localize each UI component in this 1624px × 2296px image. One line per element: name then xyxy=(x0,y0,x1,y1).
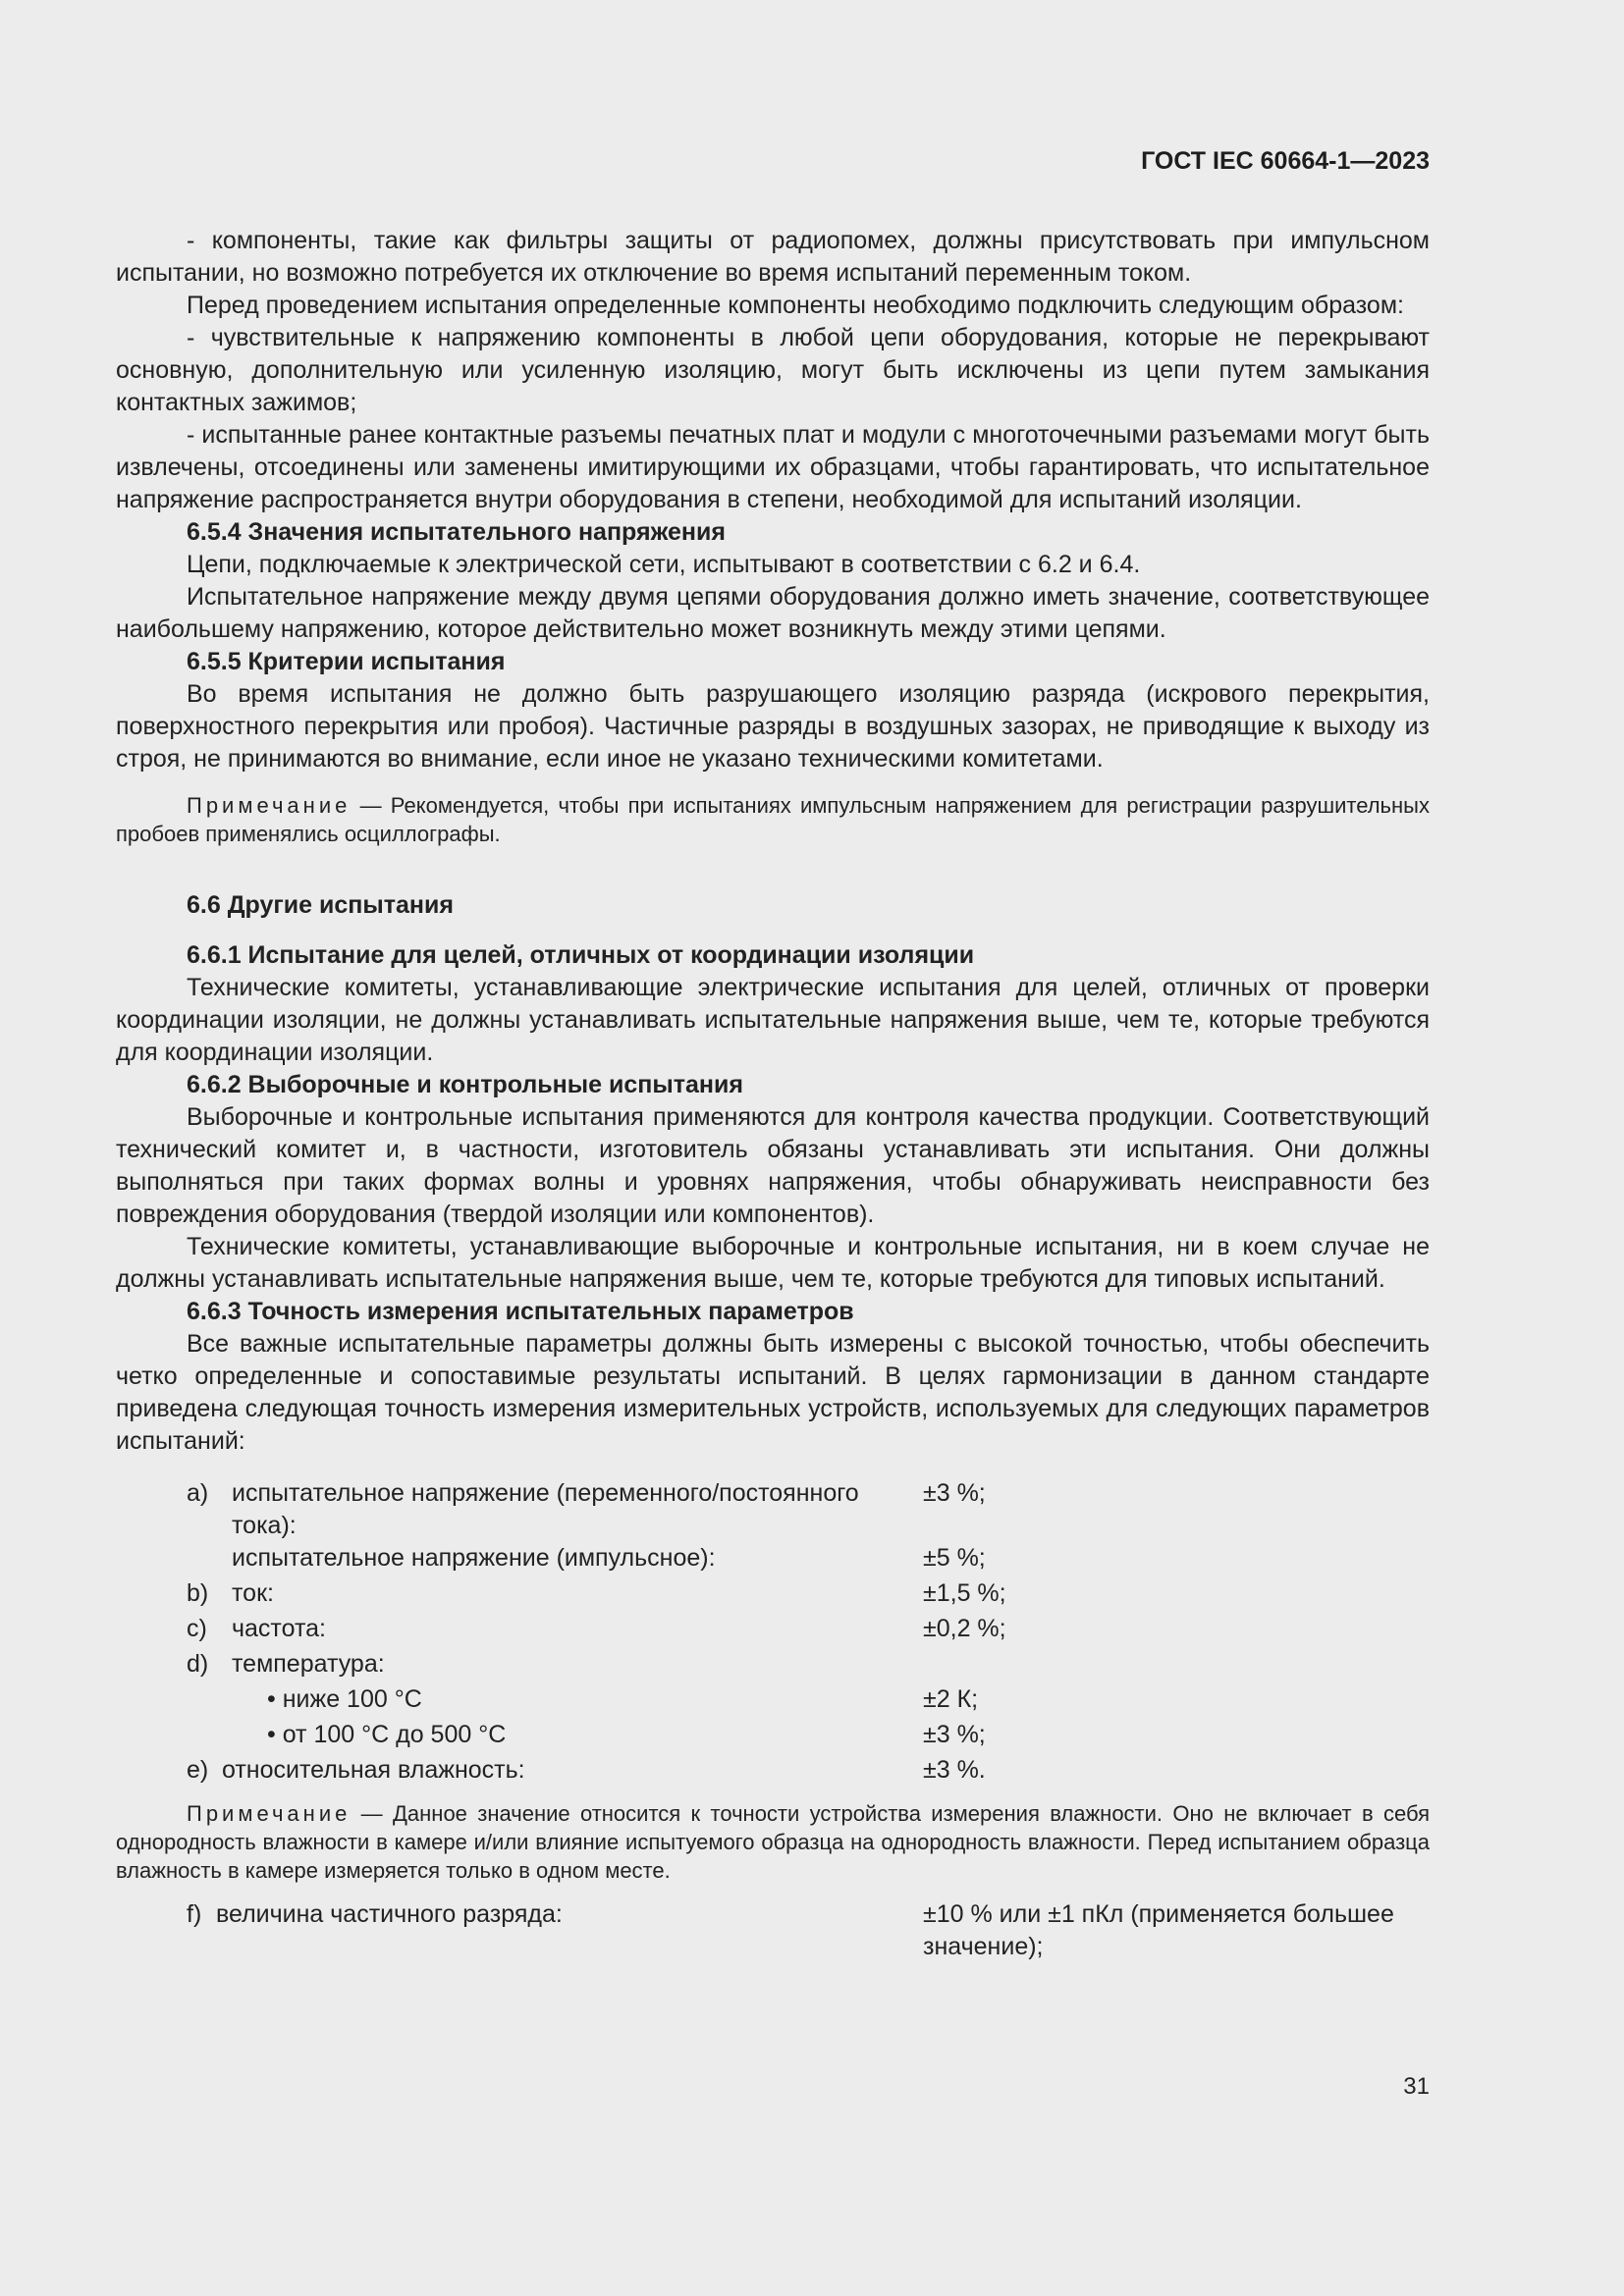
section-heading-6-5-4: 6.5.4 Значения испытательного напряжения xyxy=(187,518,726,546)
list-label: f) xyxy=(187,1900,202,1928)
list-value: ±3 %; xyxy=(923,1479,986,1507)
paragraph-6-5-4-a: Цепи, подключаемые к электрической сети, испытывают в соответствии с 6.2 и 6.4. xyxy=(187,551,1141,578)
list-item xyxy=(116,1577,1430,1613)
list-text: относительная влажность: xyxy=(222,1756,525,1784)
list-text: • ниже 100 °С xyxy=(267,1685,422,1713)
note-text: — Данное значение относится к точности устройства измерения влажности. Оно не включает в себя однородность влажности в камере и/или влияние испытуемого образца на однородность влажности. Перед испытанием образца влажность в камере измеряется только в одном месте. xyxy=(116,1801,1430,1883)
list-text: температура: xyxy=(232,1650,385,1678)
note-label: Примечание xyxy=(187,1801,352,1826)
section-heading-6-6-2: 6.6.2 Выборочные и контрольные испытания xyxy=(187,1071,743,1098)
list-item xyxy=(116,1613,1430,1648)
list-value: ±0,2 %; xyxy=(923,1615,1006,1642)
list-value: ±2 К; xyxy=(923,1685,979,1713)
paragraph-6-6-1: Технические комитеты, устанавливающие электрические испытания для целей, отличных от проверки координации изоляции, не должны устанавливать испытательные напряжения выше, чем те, которые требуются для координации изоляции. xyxy=(116,974,1430,1066)
list-text: испытательное напряжение (импульсное): xyxy=(232,1544,716,1572)
list-label: e) xyxy=(187,1756,209,1784)
paragraph-sensitive-components: - чувствительные к напряжению компоненты в любой цепи оборудования, которые не перекрывают основную, дополнительную или усиленную изоляцию, могут быть исключены из цепи путем замыкания контактных зажимов; xyxy=(116,324,1430,416)
list-value: ±1,5 %; xyxy=(923,1579,1006,1607)
paragraph-components: - компоненты, такие как фильтры защиты от радиопомех, должны присутствовать при импульсном испытании, но возможно потребуется их отключение во время испытаний переменным током. xyxy=(116,227,1430,287)
list-label: d) xyxy=(187,1650,209,1678)
list-value: ±5 %; xyxy=(923,1544,986,1572)
paragraph-6-6-3: Все важные испытательные параметры должны быть измерены с высокой точностью, чтобы обеспечить четко определенные и сопоставимые результаты испытаний. В целях гармонизации в данном стандарте приведена следующая точность измерения измерительных устройств, используемых для следующих параметров испытаний: xyxy=(116,1330,1430,1455)
note-label: Примечание xyxy=(187,793,352,818)
list-item xyxy=(116,1898,1430,1963)
list-item xyxy=(116,1542,1430,1577)
list-label: c) xyxy=(187,1615,207,1642)
list-value: ±3 %. xyxy=(923,1756,986,1784)
list-item xyxy=(116,1754,1430,1789)
section-heading-6-6-3: 6.6.3 Точность измерения испытательных параметров xyxy=(187,1298,854,1325)
list-value: ±3 %; xyxy=(923,1721,986,1748)
paragraph-6-6-2-b: Технические комитеты, устанавливающие выборочные и контрольные испытания, ни в коем случае не должны устанавливать испытательные напряжения выше, чем те, которые требуются для типовых испытаний. xyxy=(116,1233,1430,1293)
note-oscillographs xyxy=(116,791,1430,848)
paragraph-6-5-5: Во время испытания не должно быть разрушающего изоляцию разряда (искрового перекрытия, поверхностного перекрытия или пробоя). Частичные разряды в воздушных зазорах, не приводящие к выходу из строя, не принимаются во внимание, если иное не указано техническими комитетами. xyxy=(116,680,1430,773)
list-text: частота: xyxy=(232,1615,326,1642)
list-text: величина частичного разряда: xyxy=(216,1900,563,1928)
note-text: — Рекомендуется, чтобы при испытаниях импульсным напряжением для регистрации разрушительных пробоев применялись осциллографы. xyxy=(116,793,1430,846)
paragraph-6-6-2-a: Выборочные и контрольные испытания применяются для контроля качества продукции. Соответствующий технический комитет и, в частности, изготовитель обязаны устанавливать эти испытания. Они должны выполняться при таких формах волны и уровнях напряжения, чтобы обнаруживать неисправности без повреждения оборудования (твердой изоляции или компонентов). xyxy=(116,1103,1430,1228)
list-label: a) xyxy=(187,1479,209,1507)
list-value: ±10 % или ±1 пКл (применяется большее значение); xyxy=(923,1900,1394,1960)
paragraph-6-5-4-b: Испытательное напряжение между двумя цепями оборудования должно иметь значение, соответствующее наибольшему напряжению, которое действительно может возникнуть между этими цепями. xyxy=(116,583,1430,643)
list-item xyxy=(116,1648,1430,1683)
page-content xyxy=(116,225,1430,1963)
list-text: испытательное напряжение (переменного/постоянного тока): xyxy=(232,1479,859,1539)
list-text: ток: xyxy=(232,1579,274,1607)
paragraph-tested-connectors: - испытанные ранее контактные разъемы печатных плат и модули с многоточечными разъемами могут быть извлечены, отсоединены или заменены имитирующими их образцами, чтобы гарантировать, что испытательное напряжение распространяется внутри оборудования в степени, необходимой для испытаний изоляции. xyxy=(116,421,1430,513)
list-label: b) xyxy=(187,1579,209,1607)
section-heading-6-6: 6.6 Другие испытания xyxy=(187,891,454,919)
paragraph-before-test: Перед проведением испытания определенные компоненты необходимо подключить следующим образом: xyxy=(187,292,1404,319)
standard-designation: ГОСТ IEC 60664-1—2023 xyxy=(1141,147,1430,175)
section-heading-6-6-1: 6.6.1 Испытание для целей, отличных от координации изоляции xyxy=(187,941,975,969)
list-text: • от 100 °С до 500 °С xyxy=(267,1721,507,1748)
note-humidity xyxy=(116,1799,1430,1885)
section-heading-6-5-5: 6.5.5 Критерии испытания xyxy=(187,648,506,675)
list-item xyxy=(116,1477,1430,1542)
list-item xyxy=(116,1719,1430,1754)
list-item xyxy=(116,1683,1430,1719)
accuracy-list xyxy=(116,1477,1430,1789)
page-number: 31 xyxy=(1403,2073,1430,2100)
